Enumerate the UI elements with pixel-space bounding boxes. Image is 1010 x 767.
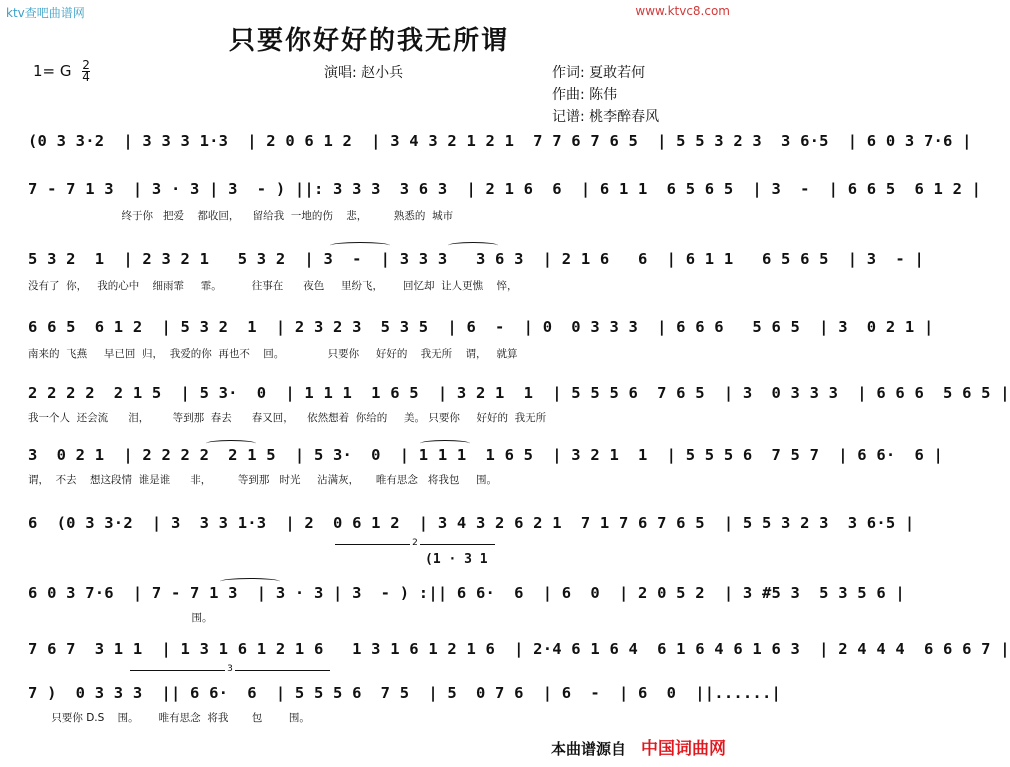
- score-row-6: [28, 446, 944, 490]
- watermark-left: ktv查吧曲谱网: [6, 6, 85, 20]
- slur: [206, 440, 256, 447]
- row-lyrics: 南来的 飞燕 早已回 归， 我爱的你 再也不 回。 只要你 好好的 我无所 谓， 就算: [28, 348, 518, 360]
- time-bottom: 4: [82, 70, 90, 84]
- row-notes: 6 6 5 6 1 2 | 5 3 2 1 | 2 3 2 3 5 3 5 | 6 - | 0 0 3 3 3 | 6 6 6 5 6 5 | 3 0 2 1 |: [28, 318, 934, 336]
- row-notes: 7 - 7 1 3 | 3 · 3 | 3 - ) ||: 3 3 3 3 6 3 | 2 1 6 6 | 6 1 1 6 5 6 5 | 3 - | 6 6 5 6 1 2 |: [28, 180, 982, 198]
- volta-second-number: 2: [412, 538, 418, 548]
- row-lyrics: 围。: [28, 612, 213, 624]
- row-notes: 7 ) 0 3 3 3 || 6 6· 6 | 5 5 5 6 7 5 | 5 0 7 6 | 6 - | 6 0 ||......|: [28, 684, 782, 702]
- row-notes: 6 (0 3 3·2 | 3 3 3 1·3 | 2 0 6 1 2 | 3 4 3 2 6 2 1 7 1 7 6 7 6 5 | 5 5 3 2 3 3 6·5 |: [28, 514, 915, 532]
- transcriber: 记谱: 桃李醉春风: [552, 109, 660, 125]
- song-title: 只要你好好的我无所谓: [228, 26, 509, 56]
- row-notes: 6 0 3 7·6 | 7 - 7 1 3 | 3 · 3 | 3 - ) :|| 6 6· 6 | 6 0 | 2 0 5 2 | 3 #5 3 5 3 5 6 |: [28, 584, 905, 602]
- row-notes: 5 3 2 1 | 2 3 2 1 5 3 2 | 3 - | 3 3 3 3 6 3 | 2 1 6 6 | 6 1 1 6 5 6 5 | 3 - |: [28, 250, 924, 268]
- slur: [448, 242, 498, 249]
- volta-first-label: (1 · 3 1: [425, 552, 488, 567]
- time-signature: [82, 60, 90, 83]
- row-notes: 3 0 2 1 | 2 2 2 2 2 1 5 | 5 3· 0 | 1 1 1 1 6 5 | 3 2 1 1 | 5 5 5 6 7 5 7 | 6 6· 6 |: [28, 446, 944, 464]
- row-lyrics: 没有了 你， 我的心中 细雨霏 霏。 往事在 夜色 里纷飞， 回忆却 让人更憔 悴，: [28, 280, 518, 292]
- score-row-8: [28, 584, 905, 628]
- footer-source: 本曲谱源自: [550, 740, 626, 758]
- triplet-number: 3: [227, 664, 233, 674]
- key-text: 1= G: [33, 62, 72, 80]
- score-row-3: [28, 250, 924, 294]
- slur: [330, 242, 390, 249]
- slur: [220, 578, 280, 585]
- score-row-10: [28, 684, 782, 728]
- footer-site-link[interactable]: 中国词曲网: [641, 739, 726, 759]
- score-row-1: [28, 132, 972, 172]
- row-lyrics: 我一个人 还会流 泪， 等到那 春去 春又回， 依然想着 你给的 美。 只要你 好好的 我无所: [28, 412, 547, 424]
- singer: 演唱: 赵小兵: [324, 65, 404, 81]
- slur: [420, 440, 470, 447]
- score-row-5: [28, 384, 1010, 428]
- watermark-right: www.ktvc8.com: [635, 4, 730, 18]
- lyricist: 作词: 夏敢若何: [552, 65, 646, 81]
- row-notes: 2 2 2 2 2 1 5 | 5 3· 0 | 1 1 1 1 6 5 | 3 2 1 1 | 5 5 5 6 7 6 5 | 3 0 3 3 3 | 6 6 6 5 6 5 |: [28, 384, 1010, 402]
- row-notes: (0 3 3·2 | 3 3 3 1·3 | 2 0 6 1 2 | 3 4 3 2 1 2 1 7 7 6 7 6 5 | 5 5 3 2 3 3 6·5 | 6 0 3 7·6 |: [28, 132, 972, 150]
- time-top: 2: [82, 58, 90, 72]
- composer: 作曲: 陈伟: [552, 87, 618, 103]
- row-lyrics: 只要你 D.S 围。 唯有思念 将我 包 围。: [28, 712, 310, 724]
- triplet-bracket: [130, 664, 330, 681]
- row-notes: 7 6 7 3 1 1 | 1 3 1 6 1 2 1 6 1 3 1 6 1 2 1 6 | 2·4 6 1 6 4 6 1 6 4 6 1 6 3 | 2 4 4 4 6 6 6 7 |: [28, 640, 1010, 658]
- score-row-4: [28, 318, 934, 362]
- row-lyrics: 谓， 不去 想这段情 谁是谁 非， 等到那 时光 沾满灰， 唯有思念 将我包 围。: [28, 474, 498, 486]
- row-lyrics: 终于你 把爱 都收回， 留给我 一地的伤 悲， 熟悉的 城市: [28, 210, 454, 222]
- key-signature: [33, 60, 90, 83]
- score-row-2: [28, 180, 982, 224]
